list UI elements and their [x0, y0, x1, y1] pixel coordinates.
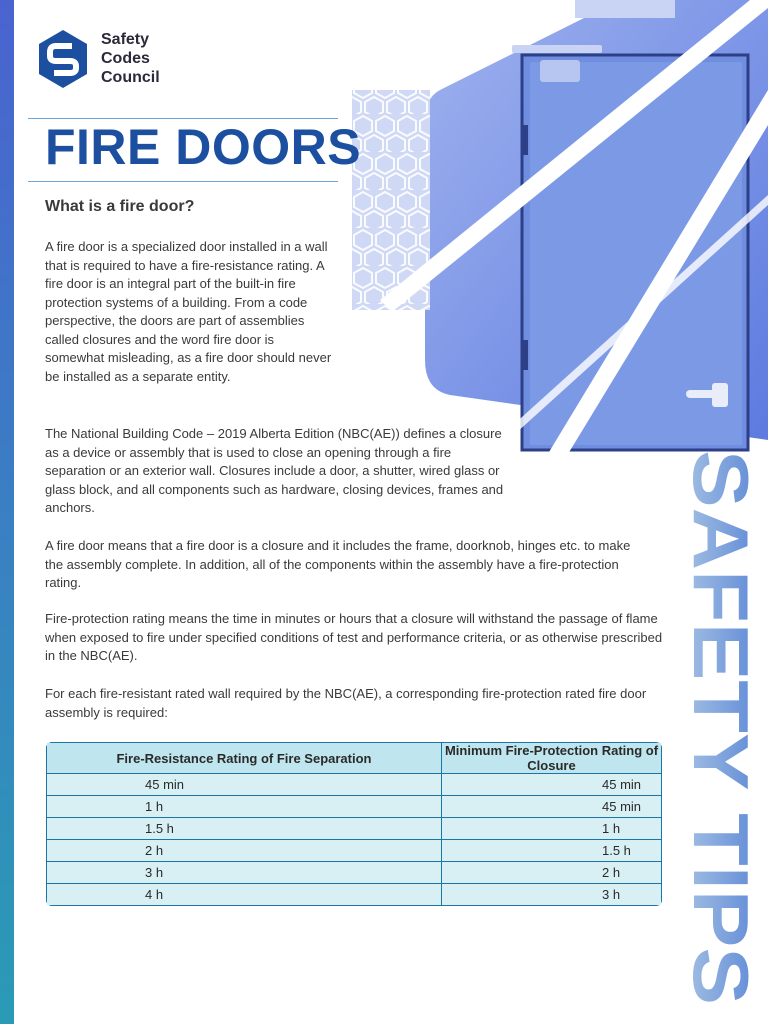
- table-cell: 2 h: [47, 840, 442, 862]
- safety-tips-text: SAFETY TIPS: [677, 450, 765, 952]
- table-cell: 3 h: [47, 862, 442, 884]
- table-row: [47, 840, 661, 862]
- table-row: [47, 862, 661, 884]
- table-cell: 2 h: [442, 862, 661, 884]
- paragraph-nbc-closure: The National Building Code – 2019 Alberta Edition (NBC(AE)) defines a closure as a device or assembly that is used to close an opening through a fire separation or an exterior wall. Closures include a door, a shutter, wired glass or glass block, and all components such as hardware, closing devices, frames and anchors.: [45, 426, 504, 515]
- column-header-separation: Fire-Resistance Rating of Fire Separation: [47, 743, 442, 774]
- safety-codes-council-logo-icon: [36, 28, 90, 90]
- table-cell: 45 min: [442, 774, 661, 796]
- table-row: [47, 796, 661, 818]
- table-row: [47, 774, 661, 796]
- brand-line-1: Safety: [101, 31, 150, 48]
- table-cell: 1.5 h: [47, 818, 442, 840]
- table-header-row: [47, 743, 661, 774]
- table-cell: 45 min: [47, 774, 442, 796]
- paragraph-definition: A fire door is a specialized door installed in a wall that is required to have a fire-resistance rating. A fire door is an integral part of the built-in fire protection systems of a building. From a code perspective, the doors are part of assemblies called closures and the word fire door is somewhat misleading, as a fire door should never be installed as a separate entity.: [45, 239, 332, 384]
- paragraph-fire-protection-rating: Fire-protection rating means the time in minutes or hours that a closure will withstand the passage of flame when exposed to fire under specified conditions of test and performance criteria, or as otherwise prescribed in the NBC(AE).: [45, 611, 663, 663]
- page-title: FIRE DOORS: [45, 119, 362, 175]
- table-cell: 1.5 h: [442, 840, 661, 862]
- table-cell: 1 h: [47, 796, 442, 818]
- brand-line-3: Council: [101, 69, 160, 86]
- rating-table: [46, 742, 662, 906]
- brand-name: [101, 30, 160, 87]
- title-rule-bottom: [28, 181, 338, 182]
- section-heading: What is a fire door?: [45, 198, 195, 215]
- table-cell: 3 h: [442, 884, 661, 905]
- safety-tips-banner: [677, 450, 766, 1010]
- paragraph-assembly: A fire door means that a fire door is a closure and it includes the frame, doorknob, hinges etc. to make the assembly complete. In addition, all of the components within the assembly have a fire-protection rating.: [45, 538, 631, 590]
- brand-line-2: Codes: [101, 50, 150, 67]
- paragraph-requirement: For each fire-resistant rated wall required by the NBC(AE), a corresponding fire-protection rated fire door assembly is required:: [45, 686, 647, 720]
- table-row: [47, 818, 661, 840]
- table-row: [47, 884, 661, 905]
- column-header-closure: Minimum Fire-Protection Rating of Closure: [442, 743, 661, 774]
- table-cell: 45 min: [442, 796, 661, 818]
- table-cell: 1 h: [442, 818, 661, 840]
- table-cell: 4 h: [47, 884, 442, 905]
